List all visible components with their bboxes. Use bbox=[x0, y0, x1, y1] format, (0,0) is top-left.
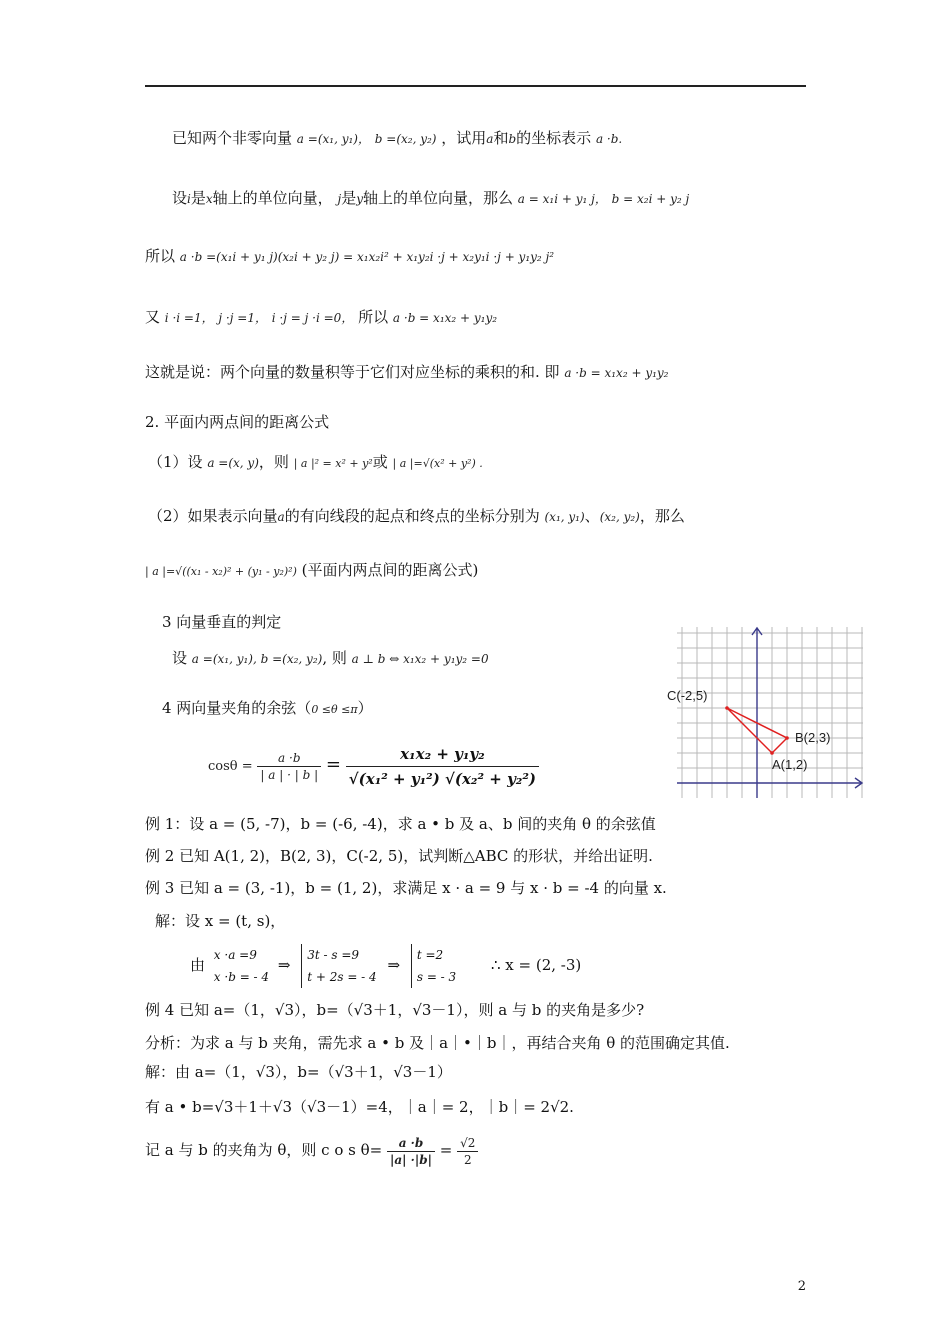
line-endpoints bbox=[148, 506, 685, 527]
text: 是 bbox=[190, 189, 206, 207]
formula: (x₁, y₁) bbox=[544, 510, 585, 524]
formula: | a |=√(x² + y²) . bbox=[392, 457, 483, 470]
text: = bbox=[439, 1141, 453, 1159]
point-C(-2,5) bbox=[725, 706, 729, 710]
line-orthonormal bbox=[145, 307, 497, 328]
text: 由 bbox=[190, 956, 206, 974]
solution-4-dot: 有 a • b=√3＋1＋√3（√3－1）=4，｜a｜= 2，｜b｜= 2√2. bbox=[145, 1098, 574, 1116]
formula: j ·j =1， bbox=[218, 311, 267, 325]
text: 所以 bbox=[145, 247, 176, 265]
line-vectors-given bbox=[172, 128, 622, 149]
formula: 0 ≤θ ≤π bbox=[311, 703, 358, 716]
text: 设 bbox=[172, 649, 188, 667]
formula: | a |² = x² + y² bbox=[293, 457, 373, 470]
text: 的有向线段的起点和终点的坐标分别为 bbox=[284, 507, 540, 525]
point-A(1,2) bbox=[770, 751, 774, 755]
formula: a ⊥ b ⇔ x₁x₂ + y₁y₂ =0 bbox=[351, 652, 489, 666]
formula: b bbox=[508, 132, 517, 146]
formula: (x₂, y₂) bbox=[599, 510, 640, 524]
line-unit-vectors bbox=[172, 188, 689, 209]
example-1: 例 1：设 a = (5, -7)，b = (-6, -4)，求 a • b 及 a、b 间的夹角 θ 的余弦值 bbox=[145, 815, 656, 833]
text: 这就是说：两个向量的数量积等于它们对应坐标的乘积的和. 即 bbox=[145, 363, 560, 381]
section-distance-formula: 2. 平面内两点间的距离公式 bbox=[145, 413, 330, 431]
line-conclusion bbox=[145, 362, 669, 383]
example-4: 例 4 已知 a=（1，√3），b=（√3＋1，√3－1），则 a 与 b 的夹角是多少? bbox=[145, 1001, 645, 1019]
formula: a =(x, y) bbox=[207, 456, 259, 470]
text: , 则 bbox=[322, 649, 347, 667]
system-coordinates bbox=[301, 944, 377, 988]
text: （1）设 bbox=[148, 453, 203, 471]
text: ，那么 bbox=[639, 507, 685, 525]
denominator: √(x₁² + y₁²) √(x₂² + y₂²) bbox=[348, 769, 537, 788]
text: ∴ x = (2, -3) bbox=[490, 956, 582, 974]
fraction bbox=[457, 1135, 478, 1168]
numerator: a ·b bbox=[387, 1135, 435, 1152]
formula: a ·b = x₁x₂ + y₁y₂ bbox=[564, 366, 669, 380]
text: 或 bbox=[372, 453, 388, 471]
line-magnitude bbox=[148, 452, 483, 474]
example-3: 例 3 已知 a = (3, -1)，b = (1, 2)，求满足 x · a = 9 与 x · b = -4 的向量 x. bbox=[145, 879, 667, 897]
formula: a bbox=[486, 132, 494, 146]
text: ⇒ bbox=[387, 956, 401, 974]
section-perpendicular: 3 向量垂直的判定 bbox=[162, 613, 282, 631]
text: 设 bbox=[172, 189, 188, 207]
system-solution bbox=[411, 944, 456, 988]
numerator: √2 bbox=[457, 1135, 478, 1152]
formula: i ·j = j ·i =0， bbox=[271, 311, 354, 325]
chart-background bbox=[675, 625, 865, 800]
text: 和 bbox=[493, 129, 509, 147]
formula: | a |=√((x₁ - x₂)² + (y₁ - y₂)²) bbox=[145, 565, 297, 578]
equation: t =2 bbox=[416, 948, 444, 962]
equation: x ·b = - 4 bbox=[213, 970, 270, 984]
solution-3-intro: 解：设 x = (t, s)， bbox=[155, 912, 286, 930]
text: ，试用 bbox=[441, 129, 487, 147]
formula: b = x₂i + y₂ j bbox=[611, 192, 690, 206]
text: ⇒ bbox=[277, 956, 291, 974]
fraction bbox=[257, 750, 321, 783]
equation: 3t - s =9 bbox=[307, 948, 360, 962]
solution-4-cos bbox=[145, 1128, 478, 1172]
fraction bbox=[387, 1135, 435, 1168]
equation: s = - 3 bbox=[416, 970, 457, 984]
text: 已知两个非零向量 bbox=[172, 129, 293, 147]
text: cosθ = bbox=[208, 759, 253, 774]
numerator: a ·b bbox=[257, 750, 321, 767]
example-2: 例 2 已知 A(1, 2)，B(2, 3)，C(-2, 5)，试判断△ABC 的形状，并给出证明. bbox=[145, 847, 653, 865]
text: 轴上的单位向量， bbox=[212, 189, 333, 207]
formula: a = x₁i + y₁ j， bbox=[517, 192, 607, 206]
analysis-4: 分析：为求 a 与 b 夹角，需先求 a • b 及｜a｜•｜b｜，再结合夹角 θ 的范围确定其值. bbox=[145, 1034, 730, 1052]
text: (平面内两点间的距离公式) bbox=[301, 561, 479, 579]
point-label: B(2,3) bbox=[795, 730, 831, 745]
line-perpendicular bbox=[172, 648, 489, 669]
text: 轴上的单位向量，那么 bbox=[362, 189, 513, 207]
equation: t + 2s = - 4 bbox=[307, 970, 377, 984]
text: ，则 bbox=[258, 453, 289, 471]
coordinate-chart bbox=[667, 625, 865, 800]
cosine-formula bbox=[208, 740, 539, 792]
point-label: A(1,2) bbox=[772, 757, 808, 772]
point-label: C(-2,5) bbox=[667, 688, 708, 703]
formula: a ·b =(x₁i + y₁ j)(x₂i + y₂ j) = x₁x₂i² + x₁y₂i ·j + x₂y₁i ·j + y₁y₂ j² bbox=[179, 250, 555, 264]
fraction bbox=[346, 742, 539, 791]
formula: a bbox=[277, 510, 285, 524]
formula: a =(x₁, y₁)， bbox=[296, 132, 370, 146]
formula: a ·b = x₁x₂ + y₁y₂ bbox=[392, 311, 498, 325]
text: 记 a 与 b 的夹角为 θ，则 c o s θ= bbox=[145, 1141, 383, 1159]
formula: j bbox=[337, 192, 342, 206]
line-expansion bbox=[145, 246, 554, 267]
text: （2）如果表示向量 bbox=[148, 507, 278, 525]
formula: i ·i =1， bbox=[164, 311, 214, 325]
text: 所以 bbox=[358, 308, 389, 326]
text: 又 bbox=[145, 308, 161, 326]
equation: x ·a =9 bbox=[213, 948, 257, 962]
numerator: x₁x₂ + y₁y₂ bbox=[346, 742, 539, 767]
text: 的坐标表示 bbox=[516, 129, 592, 147]
formula: y bbox=[356, 192, 363, 206]
denominator: | a | · | b | bbox=[260, 767, 319, 782]
formula: a =(x₁, y₁) bbox=[191, 652, 253, 666]
denominator: 2 bbox=[463, 1152, 472, 1167]
text: ） bbox=[357, 699, 373, 717]
text: 、 bbox=[584, 507, 600, 525]
formula: x bbox=[205, 192, 213, 206]
denominator: |a| ·|b| bbox=[390, 1152, 432, 1167]
solution-3-system bbox=[190, 940, 581, 990]
section-cosine bbox=[162, 698, 373, 720]
point-B(2,3) bbox=[785, 736, 789, 740]
text: 是 bbox=[341, 189, 357, 207]
system-original bbox=[214, 944, 269, 988]
formula: b =(x₂, y₂) bbox=[374, 132, 437, 146]
page-number: 2 bbox=[797, 1279, 806, 1294]
header-rule bbox=[145, 85, 806, 87]
text: 4 两向量夹角的余弦（ bbox=[162, 699, 312, 717]
formula: i bbox=[187, 192, 191, 206]
line-distance bbox=[145, 560, 478, 582]
solution-4: 解：由 a=（1，√3），b=（√3＋1，√3－1） bbox=[145, 1063, 452, 1081]
text: = bbox=[325, 754, 342, 775]
formula: a ·b. bbox=[595, 132, 623, 146]
formula: , b =(x₂, y₂) bbox=[252, 652, 323, 666]
